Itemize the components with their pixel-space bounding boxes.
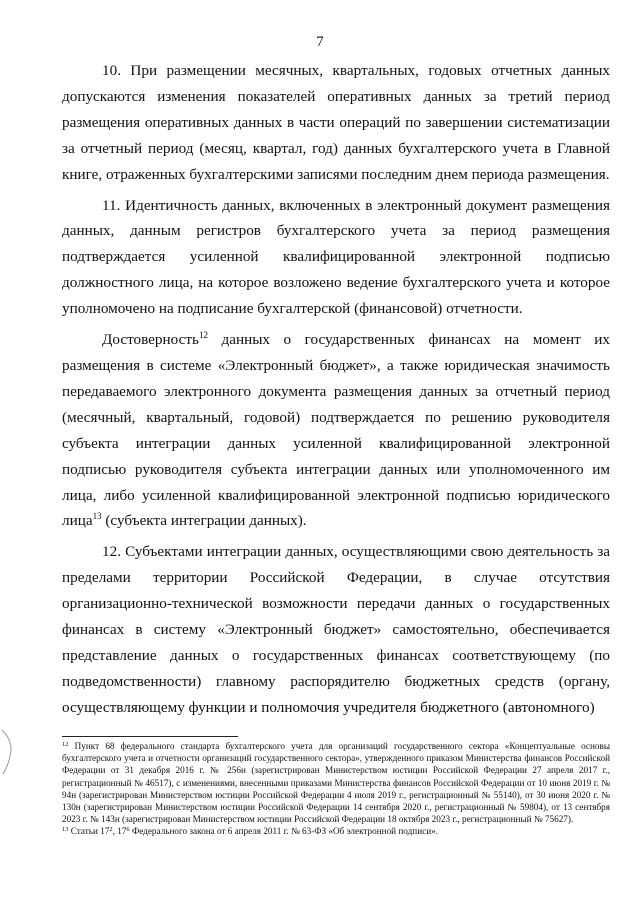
footnote-text: Пункт 68 федерального стандарта бухгалтерского учета для организаций государственного сектора «Концептуальные основы бухгалтерского учета и отчетности организаций государственного сектора», утвержденного приказом Министерства финансов Российской Федерации от 31 декабря 2016 г. № 256н (зарегистрирован Министерством юстиции Российской Федерации 27 апреля 2017 г., регистрационный № 46517), с изменениями, внесенными приказами Министерства финансов Российской Федерации от 10 июня 2019 г. № 94н (зарегистрирован Министерством юстиции Российской Федерации 4 июля 2019 г., регистрационный № 55140), от 30 июня 2020 г. № 130н (зарегистрирован Министерством юстиции Российской Федерации 14 сентября 2020 г., регистрационный № 59804), от 13 сентября 2023 г. № 143н (зарегистрирован Министерством юстиции Российской Федерации 18 октября 2023 г., регистрационный № 75627). <box>62 741 610 825</box>
footnote-superscript: 2 <box>109 826 113 834</box>
footnotes <box>62 740 610 838</box>
footnote-text: , 17 <box>112 826 127 837</box>
footnote-13 <box>62 825 610 837</box>
footnote-ref-13[interactable]: 13 <box>92 511 102 522</box>
paragraph-text: Достоверность <box>102 331 199 349</box>
footnote-ref-12[interactable]: 12 <box>198 330 208 341</box>
footnote-12 <box>62 740 610 825</box>
footnote-separator <box>62 736 238 737</box>
scan-edge-mark <box>0 722 18 782</box>
footnote-superscript: 6 <box>126 826 130 834</box>
paragraph-text: (субъекта интеграции данных). <box>101 512 307 530</box>
footnote-mark: 13 <box>62 826 69 834</box>
paragraph-text: данных о государственных финансах на момент их размещения в системе «Электронный бюджет», а также юридическая значимость передаваемого электронного документа размещения данных за отчетный период (месячный, квартальный, годовой) подтверждается по решению руководителя субъекта интеграции данных усиленной квалифицированной электронной подписью руководителя субъекта интеграции данных или уполномоченного им лица, либо усиленной квалифицированной электронной подписью юридического лица <box>62 331 610 530</box>
paragraph-11-reliability <box>62 327 610 534</box>
footnote-text: Федерального закона от 6 апреля 2011 г. № 63-ФЗ «Об электронной подписи». <box>129 826 439 837</box>
paragraph-12: 12. Субъектами интеграции данных, осуществляющими свою деятельность за пределами территории Российской Федерации, в случае отсутствия организационно-технической возможности передачи данных о государственных финансах в систему «Электронный бюджет» самостоятельно, обеспечивается представление данных о государственных финансах соответствующему (по подведомственности) главному распорядителю бюджетных средств (органу, осуществляющему функции и полномочия учредителя бюджетного (автономного) <box>62 543 610 716</box>
document-body <box>62 58 610 726</box>
footnote-text: Статьи 17 <box>68 826 110 837</box>
paragraph-10: 10. При размещении месячных, квартальных, годовых отчетных данных допускаются изменения показателей оперативных данных за третий период размещения оперативных данных в части операций по завершении систематизации за отчетный период (месяц, квартал, год) данных бухгалтерского учета в Главной книге, отраженных бухгалтерскими записями последним днем периода размещения. <box>62 62 610 183</box>
page-number: 7 <box>316 34 324 50</box>
footnote-mark: 12 <box>62 741 69 748</box>
paragraph-11: 11. Идентичность данных, включенных в электронный документ размещения данных, данным регистров бухгалтерского учета за период размещения подтверждается усиленной квалифицированной электронной подписью должностного лица, на которое возложено ведение бухгалтерского учета и которое уполномочено на подписание бухгалтерской (финансовой) отчетности. <box>62 196 610 318</box>
